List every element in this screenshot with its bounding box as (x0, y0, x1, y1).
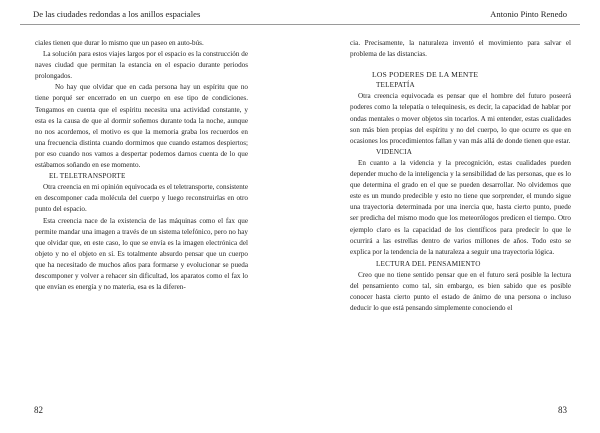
paragraph: cia. Precisamente, la naturaleza inventó el movimiento para salvar el problema de las distancias. (350, 39, 571, 59)
paragraph: Esta creencia nace de la existencia de las máquinas como el fax que permite mandar una imagen a través de un sistema telefónico, pero no hay que olvidar que, en este caso, lo que se envía es la imagen electrónica del objeto y no el objeto en sí. Es totalmente absurdo pensar que un cuerpo que ha necesitado de muchos años para formarse y evolucionar se pueda descomponer y volver a rehacer sin dificultad, los aparatos como el fax lo que envían es energía y no materia, esa es la diferen- (35, 216, 248, 292)
section-heading-lectura: LECTURA DEL PENSAMIENTO (376, 259, 481, 268)
page-number-right: 83 (558, 405, 567, 415)
running-header-title: De las ciudades redondas a los anillos espaciales (33, 9, 201, 19)
section-heading-videncia: VIDENCIA (376, 147, 413, 156)
header-rule (20, 24, 580, 25)
paragraph: Otra creencia en mi opinión equivocada es el teletransporte, consistente en descomponer cada molécula del cuerpo y luego reconstruirlas en otro punto del espacio. (35, 183, 248, 214)
paragraph: No hay que olvidar que en cada persona hay un espíritu que no tiene porqué ser encerrado en un cuerpo en ese tipo de condiciones. Tengamos en cuenta que el espíritu necesita una actividad constante, y esta es la causa de que al dormir soñemos durante toda la noche, aunque no nos acordemos, el motivo es que la memoria graba los recuerdos en una frecuencia distinta cuando dormimos que cuando estamos despiertos; por eso cuando nos vamos a despertar podemos darnos cuenta de lo que estábamos soñando en ese momento. (35, 83, 248, 170)
page-number-left: 82 (34, 405, 43, 415)
left-page-column (35, 38, 248, 293)
section-heading-telepatia: TELEPATÍA (376, 81, 415, 90)
paragraph: La solución para estos viajes largos por el espacio es la construcción de naves ciudad que permitan la estancia en el espacio durante periodos prolongados. (35, 50, 248, 81)
section-heading-teletransporte: EL TELETRANSPORTE (49, 172, 126, 181)
paragraph: Creo que no tiene sentido pensar que en el futuro será posible la lectura del pensamiento como tal, sin embargo, es bien sabido que es posible conocer hasta cierto punto el estado de ánimo de una persona o incluso deducir lo que está pensando simplemente conociendo el (350, 270, 571, 313)
right-page-column (350, 38, 571, 314)
running-header-author: Antonio Pinto Renedo (490, 9, 567, 19)
paragraph: Otra creencia equivocada es pensar que el hombre del futuro poseerá poderes como la telepatía o telequinesis, es decir, la capacidad de hablar por ondas mentales o mover objetos sin tocarlos. A mi entender, estas cualidades son más bien propias del espíritu y no del cuerpo, lo que ocurre es que en ocasiones los procedimientos fallan y van más allá de donde tienen que estar. (350, 92, 571, 145)
paragraph: En cuanto a la videncia y la precognición, estas cualidades pueden depender mucho de la inteligencia y la sensibilidad de las personas, que es lo que determina el grado en el que se pueden desarrollar. No olvidemos que este es un mundo predecible y esto no tiene que sorprender, el mundo sigue una trayectoria determinada por una inercia que, hasta cierto punto, puede ser predicha del mismo modo que los meteorólogos predicen el tiempo. Otro ejemplo claro es la capacidad de los científicos para predecir lo que le ocurrirá a las estrellas dentro de varios millones de años. Todo esto se explica por la tendencia de la naturaleza a seguir una trayectoria lógica. (350, 158, 571, 256)
paragraph: ciales tienen que durar lo mismo que un paseo en auto-bús. (35, 39, 204, 47)
chapter-heading: LOS PODERES DE LA MENTE (372, 70, 479, 80)
